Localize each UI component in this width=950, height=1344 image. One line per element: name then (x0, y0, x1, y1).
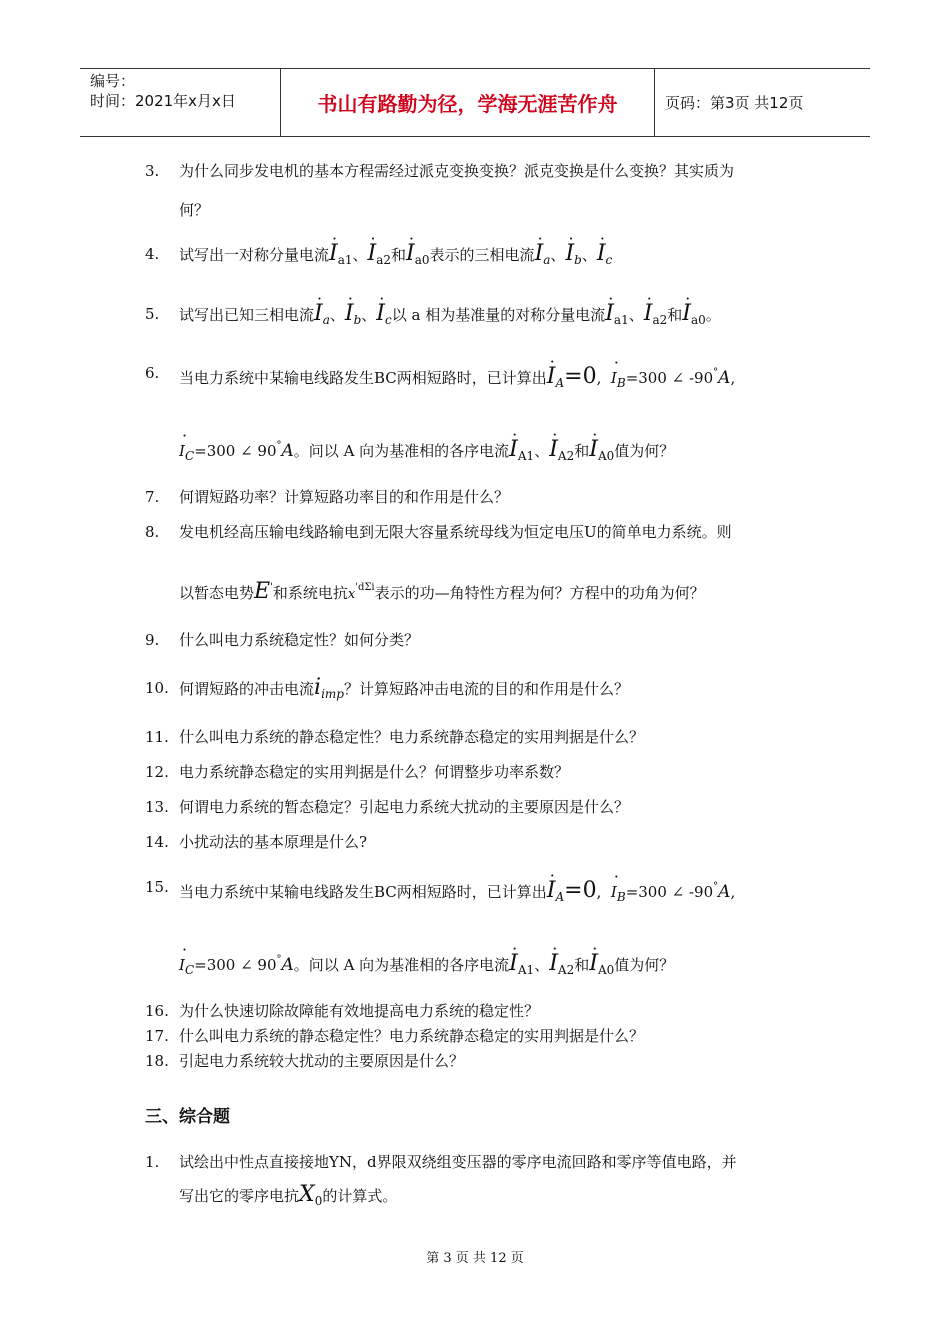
question-6-continued: ˙ $I_C=300$ ∠ 90°A。问以 A 向为基准相的各序电流˙ $I_{A1}$、˙ $I_{A2}$和˙ $I_{A0}$值为何？ (179, 436, 674, 466)
current-i-A2: ˙ I (549, 954, 558, 974)
question-number: 4. (145, 245, 160, 263)
current-i-b: ˙ I (345, 304, 354, 324)
impulse-current-i: i (314, 675, 322, 700)
question-number: 6. (145, 364, 160, 382)
current-i-C: ˙ I (179, 441, 185, 461)
current-i-a: ˙ I (314, 304, 323, 324)
section-heading: 三、综合题 (145, 1107, 230, 1127)
comprehensive-question-1-continued: 写出它的零序电抗$X_0$的计算式。 (179, 1182, 398, 1208)
question-text: 什么叫电力系统稳定性？如何分类？ (179, 631, 420, 649)
question-text: 何谓电力系统的暂态稳定？引起电力系统大扰动的主要原因是什么？ (179, 798, 630, 816)
question-text: 引起电力系统较大扰动的主要原因是什么？ (179, 1052, 465, 1070)
question-number: 15. (145, 878, 169, 896)
question-number: 11. (145, 728, 169, 746)
question-text: 什么叫电力系统的静态稳定性？电力系统静态稳定的实用判据是什么？ (179, 1027, 645, 1045)
question-text: 为什么同步发电机的基本方程需经过派克变换变换？派克变换是什么变换？其实质为 (179, 162, 735, 180)
question-text: 试写出一对称分量电流˙ $I_{a1}$、˙ $I_{a2}$和˙ $I_{a0}$表示的三相电流˙ $I_a$、˙ $I_b$、˙ $I_c$ (179, 244, 612, 270)
current-i-C: ˙ I (179, 955, 185, 975)
question-number: 18. (145, 1052, 169, 1070)
header-number: 编号： (90, 72, 136, 90)
question-text: 何谓短路功率？计算短路功率目的和作用是什么？ (179, 488, 510, 506)
question-text: 发电机经高压输电线路输电到无限大容量系统母线为恒定电压U的简单电力系统。则 (179, 523, 732, 541)
page-header (80, 68, 870, 137)
current-i-B: ˙ I (611, 368, 617, 388)
question-text: 电力系统静态稳定的实用判据是什么？何谓整步功率系数？ (179, 763, 570, 781)
current-i-a2: ˙ I (644, 304, 653, 324)
header-motto: 书山有路勤为径，学海无涯苦作舟 (317, 92, 618, 116)
question-number: 13. (145, 798, 169, 816)
question-number: 12. (145, 763, 169, 781)
zero-seq-reactance-X: X (299, 1182, 315, 1207)
current-i-A1: ˙ I (509, 954, 518, 974)
current-i-a2: ˙ I (368, 244, 377, 264)
question-text: 试绘出中性点直接接地YN，d界限双绕组变压器的零序电流回路和零序等值电路，并 (179, 1153, 737, 1171)
question-text: 小扰动法的基本原理是什么? (179, 833, 368, 851)
header-motto-cell (280, 69, 655, 136)
question-number: 3. (145, 162, 160, 180)
transient-emf-E: E (254, 579, 271, 604)
current-i-a1: ˙ I (329, 244, 338, 264)
question-8-continued: 以暂态电势E'和系统电抗$x^{'d\Sigma i}$表示的功—角特性方程为何？方程中的功角为何？ (179, 579, 705, 604)
question-text: 试写出已知三相电流˙ $I_a$、˙ $I_b$、˙ $I_c$以 a 相为基准量的对称分量电流˙ $I_{a1}$、˙ $I_{a2}$和˙ $I_{a0}$。 (179, 304, 721, 330)
question-text: 何谓短路的冲击电流$i_{imp}$？计算短路冲击电流的目的和作用是什么？ (179, 675, 629, 701)
reactance-x: x (347, 587, 356, 602)
question-text: 当电力系统中某输电线路发生BC两相短路时，已计算出˙ $I_A=0$, ˙ $I_B=300$ ∠ -90°A, (179, 363, 735, 393)
current-i-a0: ˙ I (406, 244, 415, 264)
current-i-A0: ˙ I (589, 954, 598, 974)
question-number: 1. (145, 1153, 160, 1171)
question-number: 17. (145, 1027, 169, 1045)
question-text: 什么叫电力系统的静态稳定性？电力系统静态稳定的实用判据是什么？ (179, 728, 645, 746)
question-number: 8. (145, 523, 160, 541)
question-number: 10. (145, 679, 169, 697)
current-i-c: ˙ I (597, 244, 606, 264)
question-3-continued: 何？ (179, 201, 210, 219)
current-i-A: ˙ I (547, 881, 556, 901)
question-text: 当电力系统中某输电线路发生BC两相短路时，已计算出˙ $I_A=0$, ˙ $I_B=300$ ∠ -90°A, (179, 877, 735, 907)
current-i-b: ˙ I (565, 244, 574, 264)
question-number: 7. (145, 488, 160, 506)
current-i-B: ˙ I (611, 882, 617, 902)
question-number: 14. (145, 833, 169, 851)
current-i-A1: ˙ I (509, 440, 518, 460)
question-number: 16. (145, 1002, 169, 1020)
current-i-A0: ˙ I (589, 440, 598, 460)
current-i-a: ˙ I (535, 244, 544, 264)
question-number: 5. (145, 305, 160, 323)
current-i-A: ˙ I (547, 367, 556, 387)
header-time: 时间：2021年x月x日 (90, 92, 236, 110)
question-15-continued: ˙ $I_C=300$ ∠ 90°A。问以 A 向为基准相的各序电流˙ $I_{A1}$、˙ $I_{A2}$和˙ $I_{A0}$值为何？ (179, 950, 674, 980)
question-number: 9. (145, 631, 160, 649)
question-text: 为什么快速切除故障能有效地提高电力系统的稳定性？ (179, 1002, 540, 1020)
current-i-a1: ˙ I (605, 304, 614, 324)
current-i-c: ˙ I (376, 304, 385, 324)
header-page-info: 页码：第3页 共12页 (665, 94, 804, 112)
page-footer: 第 3 页 共 12 页 (426, 1251, 524, 1266)
current-i-a0: ˙ I (682, 304, 691, 324)
current-i-A2: ˙ I (549, 440, 558, 460)
header-meta (80, 69, 280, 136)
